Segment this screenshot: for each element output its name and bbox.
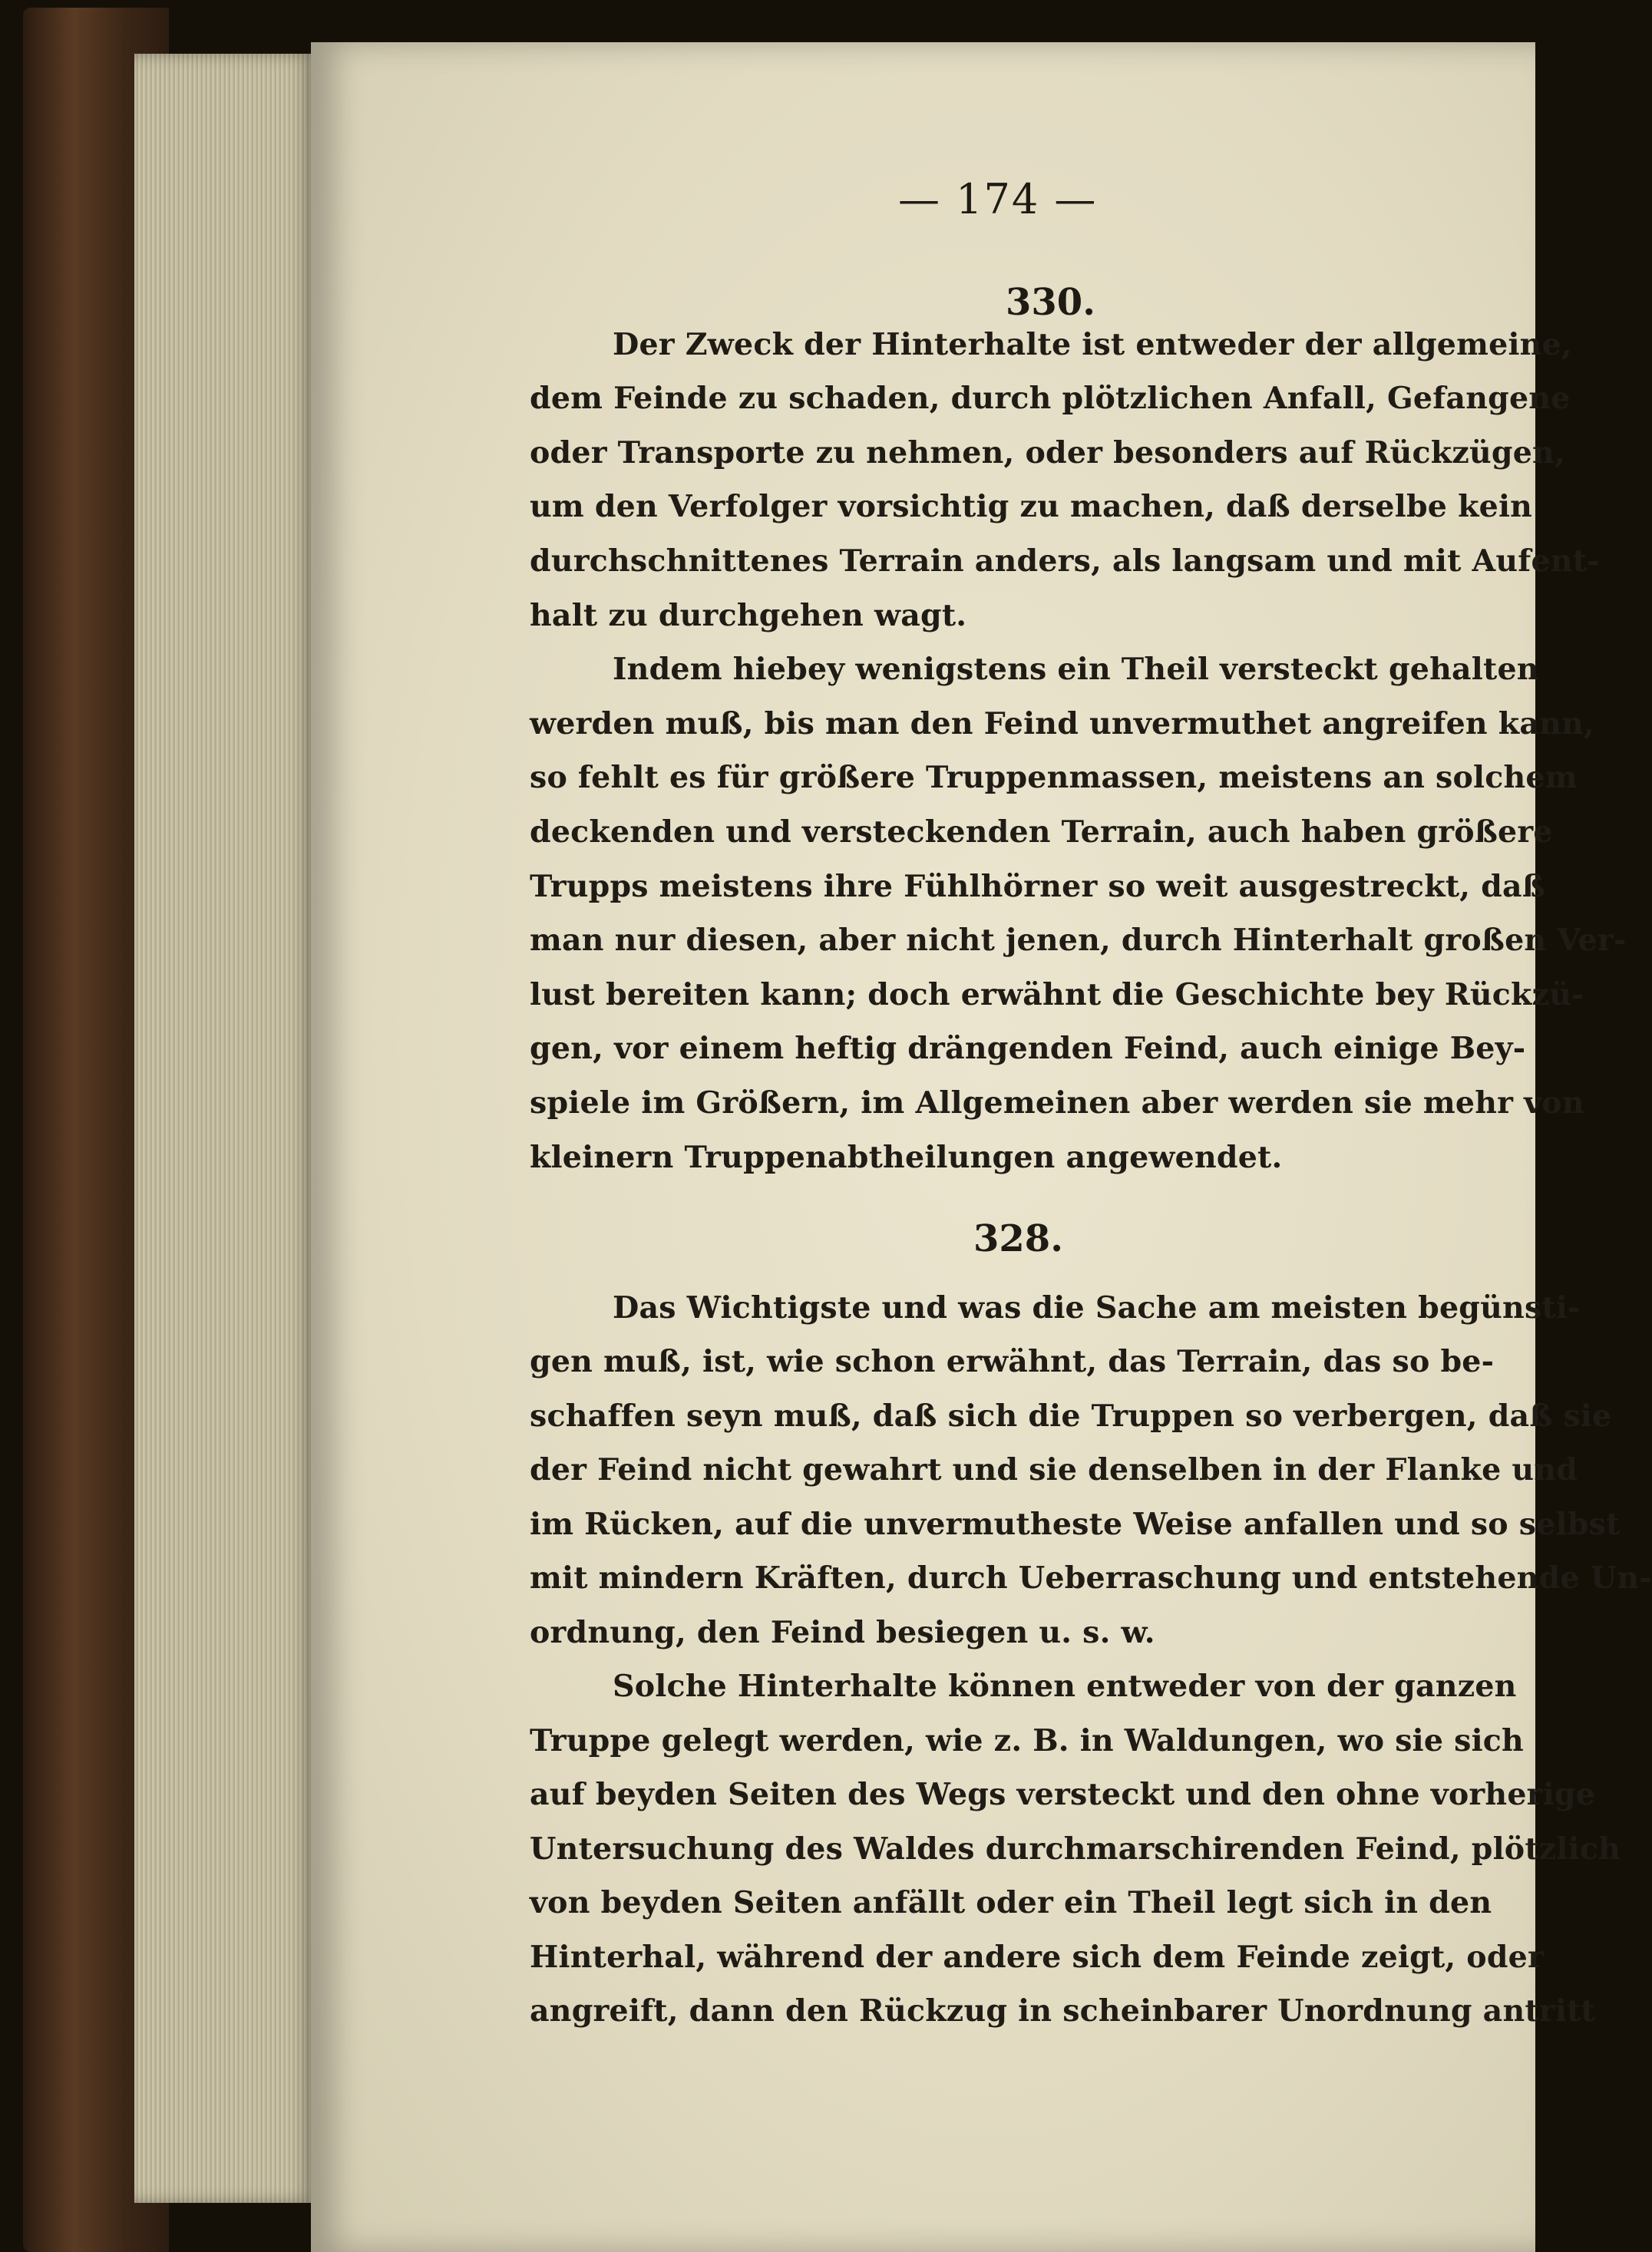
section-number: 330. <box>1006 281 1095 324</box>
text-line: kleinern Truppenabtheilungen angewendet. <box>530 1140 1283 1175</box>
text-line: auf beyden Seiten des Wegs versteckt und den ohne vorherige <box>530 1777 1596 1812</box>
text-line: so fehlt es für größere Truppenmassen, meistens an solchem <box>530 760 1578 795</box>
text-line: um den Verfolger vorsichtig zu machen, daß derselbe kein <box>530 489 1533 524</box>
text-line: Indem hiebey wenigstens ein Theil versteckt gehalten <box>613 652 1539 687</box>
text-line: oder Transporte zu nehmen, oder besonders auf Rückzügen, <box>530 435 1565 471</box>
text-line: halt zu durchgehen wagt. <box>530 598 967 633</box>
text-line: ordnung, den Feind besiegen u. s. w. <box>530 1615 1155 1650</box>
text-line: gen, vor einem heftig drängenden Feind, auch einige Bey- <box>530 1031 1526 1066</box>
text-line: im Rücken, auf die unvermutheste Weise anfallen und so selbst <box>530 1507 1621 1542</box>
text-line: Das Wichtigste und was die Sache am meisten begünsti- <box>613 1290 1581 1326</box>
page-stack-edges <box>134 54 315 2203</box>
text-line: spiele im Größern, im Allgemeinen aber werden sie mehr von <box>530 1085 1584 1121</box>
text-line: mit mindern Kräften, durch Ueberraschung und entstehende Un- <box>530 1560 1652 1596</box>
text-line: Trupps meistens ihre Fühlhörner so weit ausgestreckt, daß <box>530 869 1546 904</box>
text-line: Truppe gelegt werden, wie z. B. in Waldungen, wo sie sich <box>530 1723 1524 1758</box>
text-line: schaffen seyn muß, daß sich die Truppen so verbergen, daß sie <box>530 1398 1612 1434</box>
text-line: Hinterhal, während der andere sich dem Feinde zeigt, oder <box>530 1940 1545 1975</box>
section-number: 328. <box>973 1217 1063 1260</box>
page-header: — 174 — <box>898 175 1098 223</box>
text-line: der Feind nicht gewahrt und sie denselben in der Flanke und <box>530 1452 1578 1488</box>
text-line: Der Zweck der Hinterhalte ist entweder der allgemeine, <box>613 327 1572 362</box>
text-line: man nur diesen, aber nicht jenen, durch Hinterhalt großen Ver- <box>530 923 1627 958</box>
text-line: von beyden Seiten anfällt oder ein Theil legt sich in den <box>530 1885 1492 1920</box>
text-line: lust bereiten kann; doch erwähnt die Geschichte bey Rückzü- <box>530 977 1584 1012</box>
text-line: durchschnittenes Terrain anders, als langsam und mit Aufent- <box>530 543 1600 579</box>
text-line: gen muß, ist, wie schon erwähnt, das Terrain, das so be- <box>530 1344 1495 1379</box>
text-line: Untersuchung des Waldes durchmarschirenden Feind, plötzlich <box>530 1831 1621 1867</box>
text-line: angreift, dann den Rückzug in scheinbarer Unordnung antritt <box>530 1993 1595 2029</box>
text-line: werden muß, bis man den Feind unvermuthet angreifen kann, <box>530 706 1594 741</box>
text-line: dem Feinde zu schaden, durch plötzlichen Anfall, Gefangene <box>530 381 1571 416</box>
text-line: Solche Hinterhalte können entweder von der ganzen <box>613 1669 1517 1704</box>
text-line: deckenden und versteckenden Terrain, auch haben größere <box>530 814 1553 850</box>
